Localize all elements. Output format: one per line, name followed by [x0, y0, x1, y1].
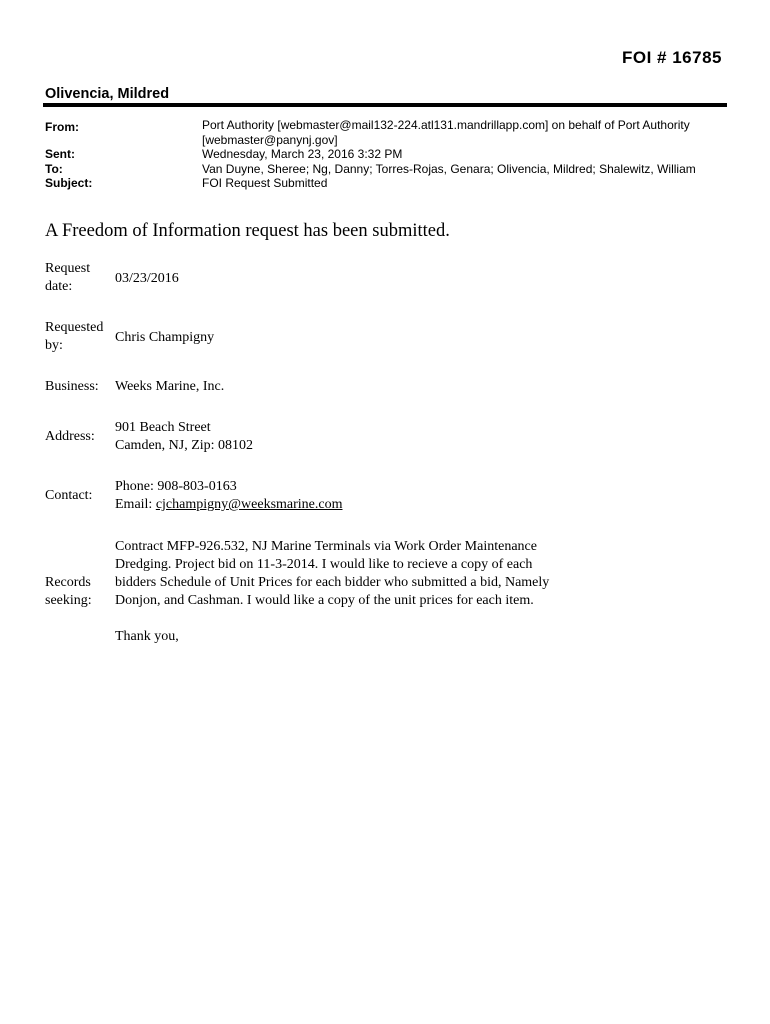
records-line-1: Contract MFP-926.532, NJ Marine Terminals via Work Order Maintenance: [115, 539, 537, 554]
from-value-line-1: Port Authority [webmaster@mail132-224.atl131.mandrillapp.com] on behalf of Port Authority: [202, 118, 690, 132]
to-row: [45, 162, 735, 177]
header-divider: [43, 103, 727, 107]
requested-by-label-line-1: Requested: [45, 320, 104, 335]
records-seeking-label: [45, 574, 111, 610]
records-line-4: Donjon, and Cashman. I would like a copy of the unit prices for each item.: [115, 593, 534, 608]
request-date-label: [45, 260, 111, 296]
records-line-2: Dredging. Project bid on 11-3-2014. I would like to recieve a copy of each: [115, 557, 533, 572]
sent-row: [45, 147, 735, 162]
business-value: Weeks Marine, Inc.: [115, 379, 225, 394]
page-title: A Freedom of Information request has been submitted.: [45, 221, 450, 241]
subject-label: Subject:: [45, 176, 93, 191]
records-seeking-label-line-1: Records: [45, 575, 91, 590]
foi-number: FOI # 16785: [621, 48, 722, 67]
mailbox-owner-name: Olivencia, Mildred: [45, 86, 170, 102]
address-line-1: 901 Beach Street: [115, 420, 211, 435]
contact-label: Contact:: [45, 488, 93, 503]
subject-row: [45, 176, 735, 191]
to-value: Van Duyne, Sheree; Ng, Danny; Torres-Rojas, Genara; Olivencia, Mildred; Shalewitz, William: [202, 161, 696, 176]
requested-by-label-line-2: by:: [45, 338, 63, 353]
contact-email-line: [115, 496, 675, 514]
address-label: Address:: [45, 429, 95, 444]
sent-label: Sent:: [45, 147, 75, 162]
records-seeking-label-line-2: seeking:: [45, 593, 92, 608]
from-row: [45, 118, 735, 147]
address-value: [115, 419, 675, 455]
contact-value: [115, 478, 675, 514]
request-date-label-line-1: Request: [45, 261, 91, 276]
contact-email-prefix: Email:: [115, 497, 156, 512]
request-date-value: 03/23/2016: [115, 271, 179, 286]
from-label: From:: [45, 120, 79, 134]
contact-email-link[interactable]: cjchampigny@weeksmarine.com: [155, 497, 343, 512]
records-closing: Thank you,: [115, 629, 179, 644]
records-seeking-value: [115, 538, 675, 646]
email-header: [45, 118, 735, 191]
from-value: [202, 118, 735, 147]
from-value-line-2: [webmaster@panynj.gov]: [202, 132, 338, 147]
requested-by-value: Chris Champigny: [115, 330, 215, 345]
contact-phone: Phone: 908-803-0163: [115, 479, 237, 494]
records-line-3: bidders Schedule of Unit Prices for each bidder who submitted a bid, Namely: [115, 575, 550, 590]
address-line-2: Camden, NJ, Zip: 08102: [115, 438, 254, 453]
sent-value: Wednesday, March 23, 2016 3:32 PM: [202, 147, 403, 162]
request-date-label-line-2: date:: [45, 279, 73, 294]
to-label: To:: [45, 161, 63, 176]
requested-by-label: [45, 319, 111, 355]
business-label: Business:: [45, 379, 99, 394]
subject-value: FOI Request Submitted: [202, 176, 328, 191]
